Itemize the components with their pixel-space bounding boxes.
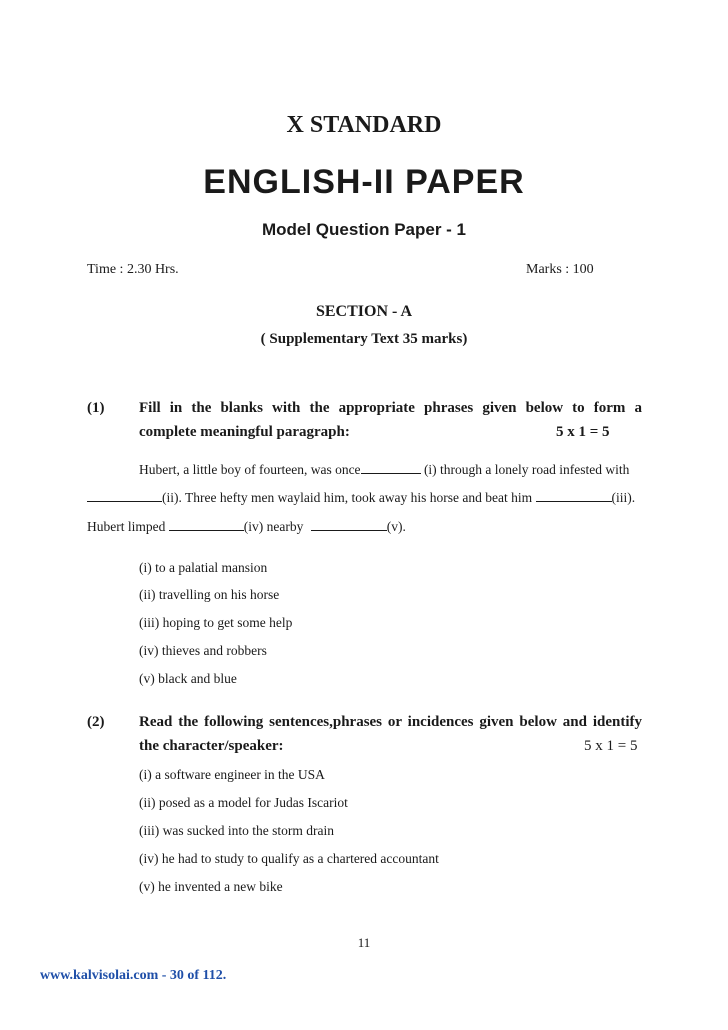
option-item: (iv) he had to study to qualify as a chartered accountant bbox=[139, 851, 439, 866]
option-item: (v) black and blue bbox=[139, 671, 237, 686]
marks-label: Marks : 100 bbox=[526, 262, 594, 277]
option-item: (ii) posed as a model for Judas Iscariot bbox=[139, 795, 348, 810]
paragraph-text: (iv) nearby bbox=[243, 519, 304, 534]
model-paper-title: Model Question Paper - 1 bbox=[261, 220, 467, 239]
blank-iv bbox=[169, 518, 244, 531]
footer-link[interactable]: www.kalvisolai.com - 30 of 112. bbox=[40, 968, 227, 983]
question-2-number: (2) bbox=[87, 714, 105, 730]
option-item: (iii) hoping to get some help bbox=[139, 615, 293, 630]
blank-iii bbox=[536, 489, 612, 502]
section-subtitle: ( Supplementary Text 35 marks) bbox=[260, 331, 468, 347]
question-1-number: (1) bbox=[87, 400, 105, 416]
question-1-marks: 5 x 1 = 5 bbox=[556, 424, 610, 440]
question-2-line-2: the character/speaker: bbox=[139, 738, 284, 754]
question-1-line-1: Fill in the blanks with the appropriate phrases given below to form a bbox=[139, 400, 642, 416]
page-number: 11 bbox=[357, 935, 371, 950]
paragraph-text: (v). bbox=[386, 519, 406, 534]
question-1-paragraph-line-1 bbox=[139, 461, 629, 478]
option-item: (i) a software engineer in the USA bbox=[139, 767, 325, 782]
option-item: (iii) was sucked into the storm drain bbox=[139, 823, 334, 838]
paragraph-text: (i) through a lonely road infested with bbox=[423, 462, 630, 477]
option-item: (ii) travelling on his horse bbox=[139, 587, 280, 602]
question-1-paragraph-line-3 bbox=[87, 518, 406, 535]
paragraph-text: Hubert limped bbox=[87, 519, 166, 534]
question-1-paragraph-line-2 bbox=[87, 489, 635, 506]
option-item: (iv) thieves and robbers bbox=[139, 643, 267, 658]
question-1-line-2: complete meaningful paragraph: bbox=[139, 424, 350, 440]
blank-v bbox=[311, 518, 387, 531]
question-2-line-1: Read the following sentences,phrases or incidences given below and identify bbox=[139, 714, 642, 730]
paragraph-text: Hubert, a little boy of fourteen, was once bbox=[139, 462, 361, 477]
option-item: (v) he invented a new bike bbox=[139, 879, 283, 894]
paragraph-text: (ii). Three hefty men waylaid him, took away his horse and beat him bbox=[162, 490, 533, 505]
paragraph-text: (iii). bbox=[611, 490, 636, 505]
time-label: Time : 2.30 Hrs. bbox=[87, 262, 179, 277]
standard-title: X STANDARD bbox=[286, 112, 442, 138]
paper-title: ENGLISH-II PAPER bbox=[203, 163, 525, 201]
question-2-marks: 5 x 1 = 5 bbox=[584, 738, 638, 754]
section-title: SECTION - A bbox=[315, 303, 413, 320]
blank-i bbox=[361, 461, 421, 474]
blank-ii bbox=[87, 489, 162, 502]
option-item: (i) to a palatial mansion bbox=[139, 560, 268, 575]
